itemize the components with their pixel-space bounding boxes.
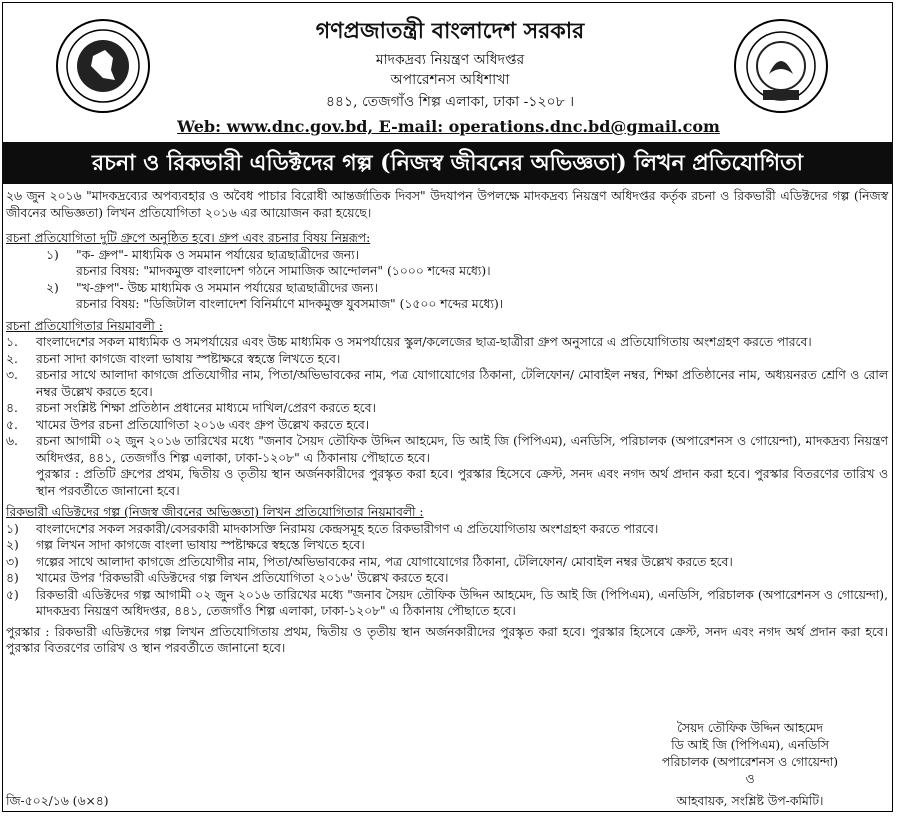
rule-number: ৩. — [6, 368, 18, 382]
rule-text: গল্প লিখন সাদা কাগজে বাংলা ভাষায় স্পষ্টাক্ষরে স্বহস্তে লিখতে হবে। — [36, 538, 365, 552]
rule-item — [6, 334, 888, 351]
rule-number: ৫. — [6, 417, 18, 432]
rule-number: ৬. — [6, 434, 18, 448]
rule-item — [6, 367, 888, 400]
signature-block — [620, 720, 880, 788]
rule-number: ৪) — [6, 571, 19, 585]
rule-text: খামের উপর রচনা প্রতিযোগিতা ২০১৬ এবং গ্রুপ উল্লেখ করতে হবে। — [36, 417, 370, 432]
rule-text: রচনা সাদা কাগজে বাংলা ভাষায় স্পষ্টাক্ষরে স্বহস্তে লিখতে হবে। — [36, 351, 341, 366]
group-topic: রচনার বিষয়: "ডিজিটাল বাংলাদেশ বিনির্মাণে মাদকমুক্ত যুবসমাজ" (১৫০০ শব্দের মধ্যে)। — [76, 297, 504, 311]
rule-text: রচনা আগামী ০২ জুন ২০১৬ তারিখের মধ্যে "জনাব সৈয়দ তৌফিক উদ্দিন আহমেদ, ডি আই জি (পিপিএম), এনডিসি, পরিচালক (অপারেশনস ও গোয়েন্দা), মাদকদ্রব্য নিয়ন্ত্রণ অধিদপ্তর, ৪৪১, তেজগাঁও শিল্প এলাকা, ঢাকা-১২০৮" এ ঠিকানায় পৌছাতে হবে। — [36, 434, 888, 465]
group-number: ১) — [46, 247, 59, 262]
rule-number: ৩) — [6, 554, 19, 569]
header-title: গণপ্রজাতন্ত্রী বাংলাদেশ সরকার — [315, 18, 585, 44]
rule-item — [6, 570, 888, 587]
rule-item — [6, 521, 888, 538]
rule-number: ২. — [6, 351, 18, 366]
rule-number: ১) — [6, 521, 19, 536]
rule-text: রচনা সংশ্লিষ্ট শিক্ষা প্রতিষ্ঠান প্রধানের মাধ্যমে দাখিল/প্রেরণ করতে হবে। — [36, 401, 376, 415]
government-seal-logo — [55, 18, 151, 114]
division-name: অপারেশনস অধিশাখা — [390, 72, 510, 88]
rule-text: বাংলাদেশের সকল মাধ্যমিক ও সমপর্যায়ের এবং উচ্চ মাধ্যমিক ও সমপর্যায়ের স্কুল/কলেজের ছাত্র-ছাত্রীরা গ্রুপ অনুসারে এ প্রতিযোগিতায় অংশগ্রহণ করতে পারবে। — [36, 335, 812, 349]
rule-text: রচনার সাথে আলাদা কাগজে প্রতিযোগীর নাম, পিতা/অভিভাবকের নাম, পত্র যোগাযোগের ঠিকানা, টেলিফোন/ মোবাইল নম্বর, শিক্ষা প্রতিষ্ঠানের নাম, অধ্যয়নরত শ্রেণি ও রোল নম্বর উল্লেখ করতে হবে। — [36, 368, 888, 399]
footer-code: জি-৫০২/১৬ (৬×৪) — [6, 794, 109, 808]
rule-text: বাংলাদেশের সকল সরকারী/বেসরকারী মাদকাসক্তি নিরাময় কেন্দ্রসমূহ হতে রিকভারীগণ এ প্রতিযোগিতায় অংশগ্রহণ করতে পারবে। — [36, 521, 659, 536]
essay-rules-heading: রচনা প্রতিযোগিতার নিয়মাবলী : — [6, 318, 163, 333]
rule-number: ২) — [6, 538, 19, 552]
rule-item — [6, 587, 888, 620]
rule-item — [6, 351, 888, 368]
rule-item — [6, 433, 888, 466]
web-email-line: Web: www.dnc.gov.bd, E-mail: operations.dnc.bd@gmail.com — [177, 117, 720, 136]
rule-text: খামের উপর 'রিকভারী এডিক্টদের গল্প লিখন প্রতিযোগিতা ২০১৬' উল্লেখ করতে হবে। — [36, 571, 449, 585]
final-prize-paragraph: পুরস্কার : রিকভারী এডিক্টদের গল্প লিখন প্রতিযোগিতায় প্রথম, দ্বিতীয় ও তৃতীয় স্থান অর্জনকারীদের পুরস্কৃত করা হবে। পুরস্কার হিসেবে ক্রেস্ট, সনদ এবং নগদ অর্থ প্রদান করা হবে। পুরস্কার বিতরণের তারিখ ও স্থান পরবর্তীতে জানানো হবে। — [6, 624, 888, 655]
signatory-name: সৈয়দ তৌফিক উদ্দিন আহমেদ — [677, 721, 823, 735]
group-description: "খ-গ্রুপ"- উচ্চ মাধ্যমিক ও সমমান পর্যায়ের ছাত্রছাত্রীদের জন্য। — [76, 280, 379, 295]
notice-banner-title: রচনা ও রিকভারী এডিক্টদের গল্প (নিজস্ব জীবনের অভিজ্ঞতা) লিখন প্রতিযোগিতা — [2, 142, 893, 184]
signatory-and: ও — [745, 772, 755, 786]
group-item — [6, 280, 888, 297]
story-rules-heading: রিকভারী এডিক্টদের গল্প (নিজস্ব জীবনের অভিজ্ঞতা) লিখন প্রতিযোগিতার নিয়মাবলী : — [6, 505, 424, 519]
rule-item — [6, 537, 888, 554]
essay-prize-text: পুরস্কার : প্রতিটি গ্রুপের প্রথম, দ্বিতীয় ও তৃতীয় স্থান অর্জনকারীদের পুরস্কৃত করা হবে। পুরস্কার হিসেবে ক্রেস্ট, সনদ এবং নগদ অর্থ প্রদান করা হবে। পুরস্কার বিতরণের তারিখ ও স্থান পরবর্তীতে জানানো হবে। — [36, 467, 888, 498]
rule-text: গল্পের সাথে আলাদা কাগজে প্রতিযোগীর নাম, পিতা/অভিভাবকের নাম, পত্র যোগাযোগের ঠিকানা, টেলিফোন/ মোবাইল নম্বর উল্লেখ করতে হবে। — [36, 554, 733, 569]
groups-heading: রচনা প্রতিযোগিতা দুটি গ্রুপে অনুষ্ঠিত হবে। গ্রুপ এবং রচনার বিষয় নিম্নরূপ: — [6, 231, 371, 245]
rule-number: ৪. — [6, 401, 18, 415]
group-number: ২) — [46, 280, 59, 295]
department-name: মাদকদ্রব্য নিয়ন্ত্রণ অধিদপ্তর — [375, 52, 525, 68]
intro-paragraph: ২৬ জুন ২০১৬ "মাদকদ্রব্যের অপব্যবহার ও অবৈধ পাচার বিরোধী আন্তর্জাতিক দিবস" উদযাপন উপলক্ষে মাদকদ্রব্য নিয়ন্ত্রণ অধিদপ্তর কর্তৃক রচনা ও রিকভারী এডিক্টদের গল্প (নিজস্ব জীবনের অভিজ্ঞতা) লিখন প্রতিযোগিতা ২০১৬ এর আয়োজন করা হয়েছে। — [6, 189, 888, 220]
rule-item — [6, 400, 888, 417]
rule-number: ১. — [6, 335, 18, 349]
rule-item — [6, 554, 888, 571]
signatory-rank: ডি আই জি (পিপিএম), এনডিসি — [671, 738, 829, 752]
group-item — [6, 247, 888, 264]
rule-number: ৫) — [6, 587, 19, 602]
office-address: ৪৪১, তেজগাঁও শিল্প এলাকা, ঢাকা -১২০৮ । — [325, 94, 575, 110]
signatory-committee: আহবায়ক, সংশ্লিষ্ট উপ-কমিটি। — [676, 794, 824, 808]
notice-body — [6, 188, 888, 657]
essay-prize — [6, 466, 888, 499]
rule-item — [6, 417, 888, 434]
signatory-title: পরিচালক (অপারেশনস ও গোয়েন্দা) — [661, 755, 839, 769]
rule-text: রিকভারী এডিক্টদের গল্প আগামী ০২ জুন ২০১৬ তারিখের মধ্যে "জনাব সৈয়দ তৌফিক উদ্দিন আহমেদ, ডি আই জি (পিপিএম), এনডিসি, পরিচালক (অপারেশনস ও গোয়েন্দা), মাদকদ্রব্য নিয়ন্ত্রণ অধিদপ্তর, ৪৪১, তেজগাঁও শিল্প এলাকা, ঢাকা-১২০৮" এ ঠিকানায় পৌছাতে হবে। — [36, 587, 888, 618]
group-topic: রচনার বিষয়: "মাদকমুক্ত বাংলাদেশ গঠনে সামাজিক আন্দোলন" (১০০০ শব্দের মধ্যে)। — [76, 264, 491, 278]
group-description: "ক- গ্রুপ"- মাধ্যমিক ও সমমান পর্যায়ের ছাত্রছাত্রীদের জন্য। — [76, 247, 360, 262]
